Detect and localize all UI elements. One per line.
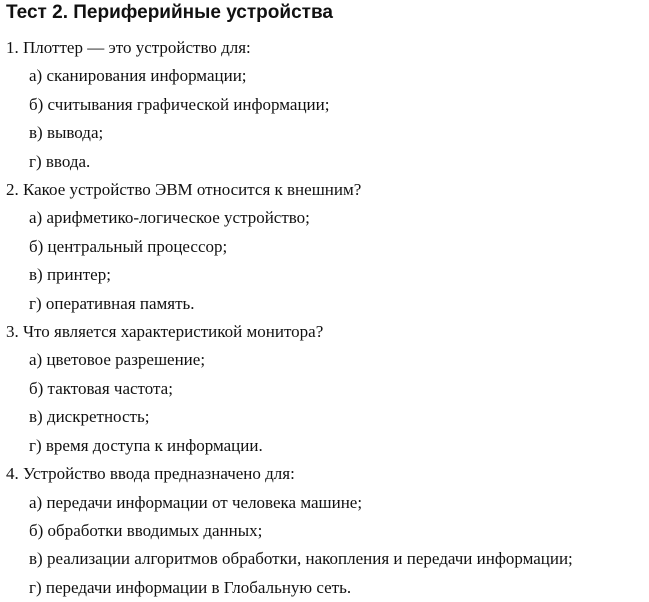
answer-option: г) ввода. — [29, 148, 646, 176]
question-item — [6, 460, 646, 602]
answer-option: а) арифметико-логическое устройство; — [29, 204, 646, 232]
answer-option: б) обработки вводимых данных; — [29, 517, 646, 545]
answer-option: б) тактовая частота; — [29, 375, 646, 403]
answer-option: г) время доступа к информации. — [29, 432, 646, 460]
answer-option: а) передачи информации от человека машине; — [29, 489, 646, 517]
answer-option: в) дискретность; — [29, 403, 646, 431]
question-item — [6, 34, 646, 176]
answer-list — [6, 346, 646, 460]
question-text: 4. Устройство ввода предназначено для: — [6, 460, 646, 488]
answer-option: б) считывания графической информации; — [29, 91, 646, 119]
answer-option: г) оперативная память. — [29, 290, 646, 318]
answer-option: а) цветовое разрешение; — [29, 346, 646, 374]
answer-list — [6, 489, 646, 602]
question-text: 3. Что является характеристикой монитора? — [6, 318, 646, 346]
question-text: 1. Плоттер — это устройство для: — [6, 34, 646, 62]
answer-option: в) реализации алгоритмов обработки, накопления и передачи информации; — [29, 545, 646, 573]
test-title: Тест 2. Периферийные устройства — [6, 2, 333, 24]
question-list — [6, 34, 646, 602]
question-text: 2. Какое устройство ЭВМ относится к внешним? — [6, 176, 646, 204]
answer-option: г) передачи информации в Глобальную сеть. — [29, 574, 646, 602]
answer-list — [6, 62, 646, 176]
answer-option: а) сканирования информации; — [29, 62, 646, 90]
question-item — [6, 318, 646, 460]
question-item — [6, 176, 646, 318]
answer-option: в) вывода; — [29, 119, 646, 147]
answer-option: б) центральный процессор; — [29, 233, 646, 261]
answer-list — [6, 204, 646, 318]
answer-option: в) принтер; — [29, 261, 646, 289]
